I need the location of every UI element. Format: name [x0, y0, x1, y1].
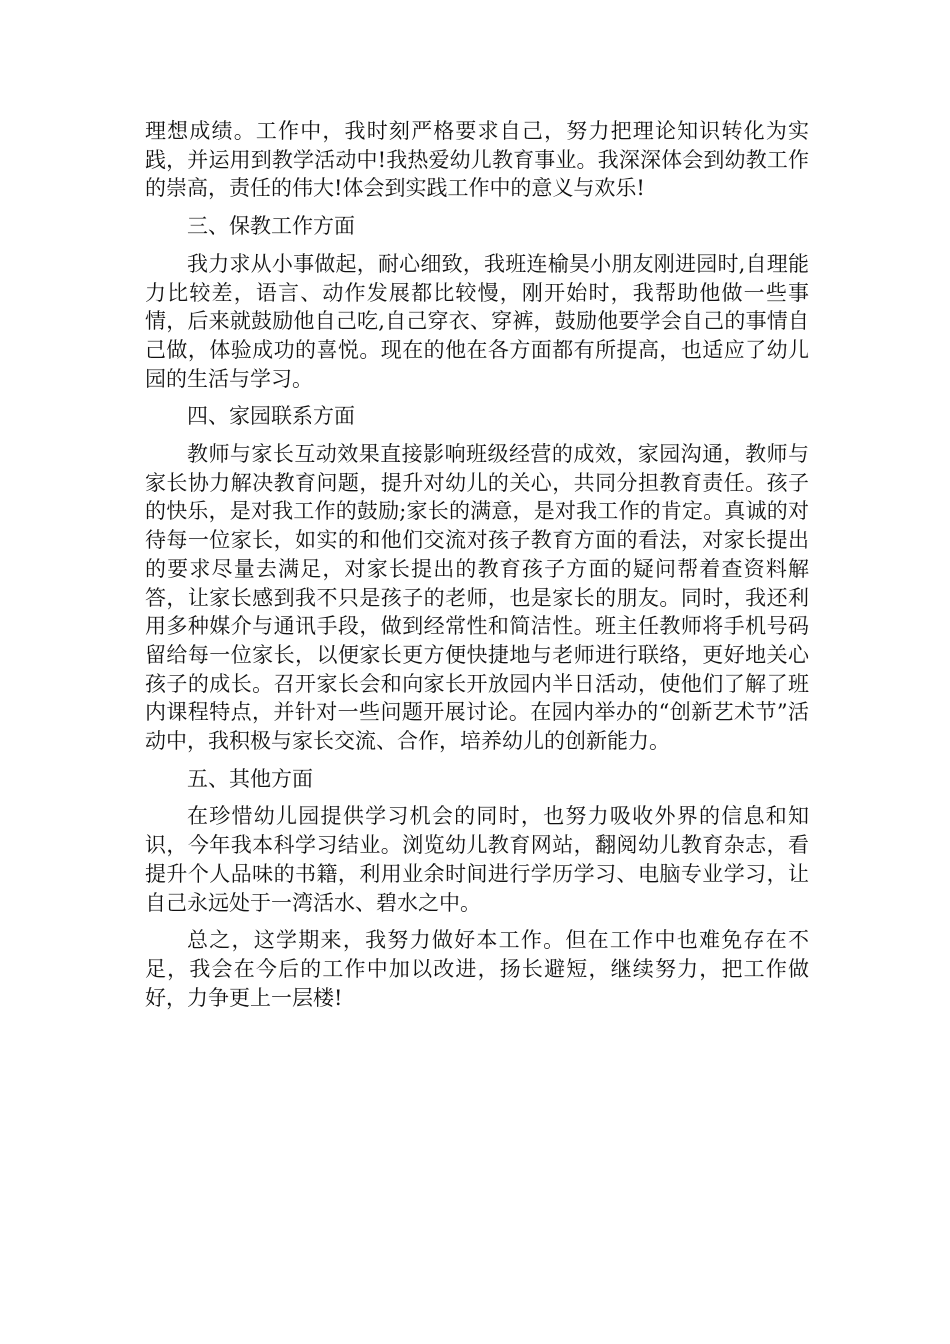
section-heading-care-education: 三、保教工作方面	[187, 214, 355, 239]
paragraph-continuation: 理想成绩。工作中，我时刻严格要求自己，努力把理论知识转化为实践，并运用到教学活动中!我热爱幼儿教育事业。我深深体会到幼教工作的崇高，责任的伟大!体会到实践工作中的意义与欢乐!	[145, 119, 809, 201]
paragraph-other: 在珍惜幼儿园提供学习机会的同时，也努力吸收外界的信息和知识，今年我本科学习结业。浏览幼儿教育网站，翻阅幼儿教育杂志，看提升个人品味的书籍，利用业余时间进行学历学习、电脑专业学习，让自己永远处于一湾活水、碧水之中。	[145, 804, 809, 915]
document-body	[145, 117, 809, 1021]
section-heading-other: 五、其他方面	[187, 766, 313, 791]
section-heading-home-school: 四、家园联系方面	[187, 404, 355, 429]
paragraph-care-education: 我力求从小事做起，耐心细致，我班连榆昊小朋友刚进园时,自理能力比较差，语言、动作发展都比较慢，刚开始时，我帮助他做一些事情，后来就鼓励他自己吃,自己穿衣、穿裤，鼓励他要学会自己的事情自己做，体验成功的喜悦。现在的他在各方面都有所提高，也适应了幼儿园的生活与学习。	[145, 251, 809, 391]
paragraph-home-school: 教师与家长互动效果直接影响班级经营的成效，家园沟通，教师与家长协力解决教育问题，提升对幼儿的关心，共同分担教育责任。孩子的快乐，是对我工作的鼓励;家长的满意，是对我工作的肯定。真诚的对待每一位家长，如实的和他们交流对孩子教育方面的看法，对家长提出的要求尽量去满足，对家长提出的教育孩子方面的疑问帮着查资料解答，让家长感到我不只是孩子的老师，也是家长的朋友。同时，我还利用多种媒介与通讯手段，做到经常性和简洁性。班主任教师将手机号码留给每一位家长，以便家长更方便快捷地与老师进行联络，更好地关心孩子的成长。召开家长会和向家长开放园内半日活动，使他们了解了班内课程特点，并针对一些问题开展讨论。在园内举办的“创新艺术节”活动中，我积极与家长交流、合作，培养幼儿的创新能力。	[145, 442, 809, 754]
paragraph-conclusion: 总之，这学期来，我努力做好本工作。但在工作中也难免存在不足，我会在今后的工作中加以改进，扬长避短，继续努力，把工作做好，力争更上一层楼!	[145, 928, 809, 1010]
